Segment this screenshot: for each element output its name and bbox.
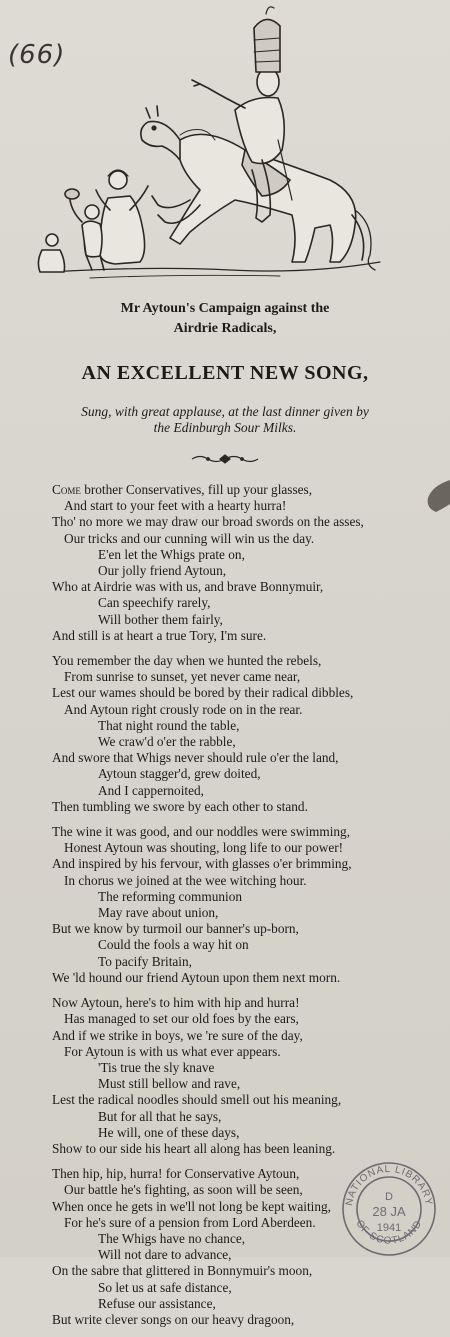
poem-line: Our tricks and our cunning will win us the day. xyxy=(64,530,315,546)
poem-line: He will, one of these days, xyxy=(98,1124,240,1140)
poem-line: You remember the day when we hunted the rebels, xyxy=(52,653,322,669)
ornament-divider xyxy=(190,452,260,466)
poem-line: Then tumbling we swore by each other to stand. xyxy=(52,798,308,814)
woodcut-illustration xyxy=(30,0,400,285)
title-line-1: Mr Aytoun's Campaign against the xyxy=(120,301,330,316)
poem-line: So let us at safe distance, xyxy=(98,1279,232,1295)
stanza xyxy=(52,653,447,815)
poem-line: In chorus we joined at the wee witching hour. xyxy=(64,872,307,888)
poem-line: The reforming communion xyxy=(98,888,243,904)
poem-line: Has managed to set our old foes by the ears, xyxy=(64,1011,299,1027)
stamp-year: 1941 xyxy=(376,1222,402,1234)
poem-line: And start to your feet with a hearty hurra! xyxy=(64,498,287,514)
ink-blot xyxy=(424,478,450,514)
poem-line: And I cappernoited, xyxy=(98,782,204,798)
poem-line: E'en let the Whigs prate on, xyxy=(98,546,245,562)
stanza xyxy=(52,995,447,1157)
poem-line: On the sabre that glittered in Bonnymuir's moon, xyxy=(52,1263,313,1279)
poem-line: To pacify Britain, xyxy=(98,953,192,969)
poem-line: But we know by turmoil our banner's up-born, xyxy=(52,921,299,937)
stamp-letter: D xyxy=(385,1191,393,1203)
poem-line: And Aytoun right crously rode on in the rear. xyxy=(64,701,303,717)
stanza xyxy=(52,824,447,986)
poem-line: We 'ld hound our friend Aytoun upon them next morn. xyxy=(52,969,341,985)
title-line-2: Airdrie Radicals, xyxy=(173,321,277,336)
poem-line: Show to our side his heart all along has been leaning. xyxy=(52,1140,336,1156)
poem-line: 'Tis true the sly knave xyxy=(98,1059,215,1075)
poem-line: From sunrise to sunset, yet never came near, xyxy=(64,669,301,685)
poem-line: Will not dare to advance, xyxy=(98,1247,232,1263)
poem-line: Then hip, hip, hurra! for Conservative Aytoun, xyxy=(52,1166,300,1182)
poem-line: Lest our wames should be bored by their radical dibbles, xyxy=(52,685,354,701)
poem-line: Tho' no more we may draw our broad swords on the asses, xyxy=(52,514,364,530)
poem-line: And inspired by his fervour, with glasses o'er brimming, xyxy=(52,856,352,872)
poem-line: But for all that he says, xyxy=(98,1108,222,1124)
stamp-bottom-text: OF SCOTLAND xyxy=(353,1218,425,1247)
poem-line: Now Aytoun, here's to him with hip and hurra! xyxy=(52,995,300,1011)
library-stamp xyxy=(340,1160,438,1258)
poem-line: Will bother them fairly, xyxy=(98,611,223,627)
poem-line: That night round the table, xyxy=(98,717,240,733)
poem-line: Honest Aytoun was shouting, long life to our power! xyxy=(64,840,344,856)
poem-line: We craw'd o'er the rabble, xyxy=(98,734,236,750)
poem-line: The wine it was good, and our noddles were swimming, xyxy=(52,824,351,840)
stamp-top-text: NATIONAL LIBRARY xyxy=(344,1163,434,1207)
poem-line: For Aytoun is with us what ever appears. xyxy=(64,1043,281,1059)
poem-line: And still is at heart a true Tory, I'm sure. xyxy=(52,627,267,643)
stanza xyxy=(52,482,447,644)
shelfmark-annotation: (66) xyxy=(8,40,66,70)
poem-line: Our jolly friend Aytoun, xyxy=(98,563,227,579)
poem-line: Our battle he's fighting, as soon will be seen, xyxy=(64,1182,303,1198)
stamp-date: 28 JA xyxy=(372,1204,406,1219)
poem-line: The Whigs have no chance, xyxy=(98,1230,246,1246)
poem-line: Refuse our assistance, xyxy=(98,1295,216,1311)
poem-line: Who at Airdrie was with us, and brave Bonnymuir, xyxy=(52,579,324,595)
poem-line: When once he gets in we'll not long be kept waiting, xyxy=(52,1198,331,1214)
poem-line: And swore that Whigs never should rule o'er the land, xyxy=(52,750,339,766)
poem-line: Must still bellow and rave, xyxy=(98,1076,241,1092)
poem-line: Can speechify rarely, xyxy=(98,595,211,611)
poem-line: May rave about union, xyxy=(98,905,219,921)
poem-line: And if we strike in boys, we 're sure of the day, xyxy=(52,1027,303,1043)
poem-line: Come brother Conservatives, fill up your glasses, xyxy=(52,482,313,497)
sung-note-line-2: the Edinburgh Sour Milks. xyxy=(153,420,297,435)
poem-line: But write clever songs on our heavy dragoon, xyxy=(52,1311,295,1327)
song-heading: AN EXCELLENT NEW SONG, xyxy=(81,362,369,384)
poem-line: Aytoun stagger'd, grew doited, xyxy=(98,766,261,782)
poem-line: Lest the radical noodles should smell out his meaning, xyxy=(52,1092,342,1108)
poem-line: Could the fools a way hit on xyxy=(98,937,249,953)
sung-note-line-1: Sung, with great applause, at the last dinner given by xyxy=(81,404,369,419)
poem-line: For he's sure of a pension from Lord Aberdeen. xyxy=(64,1214,316,1230)
